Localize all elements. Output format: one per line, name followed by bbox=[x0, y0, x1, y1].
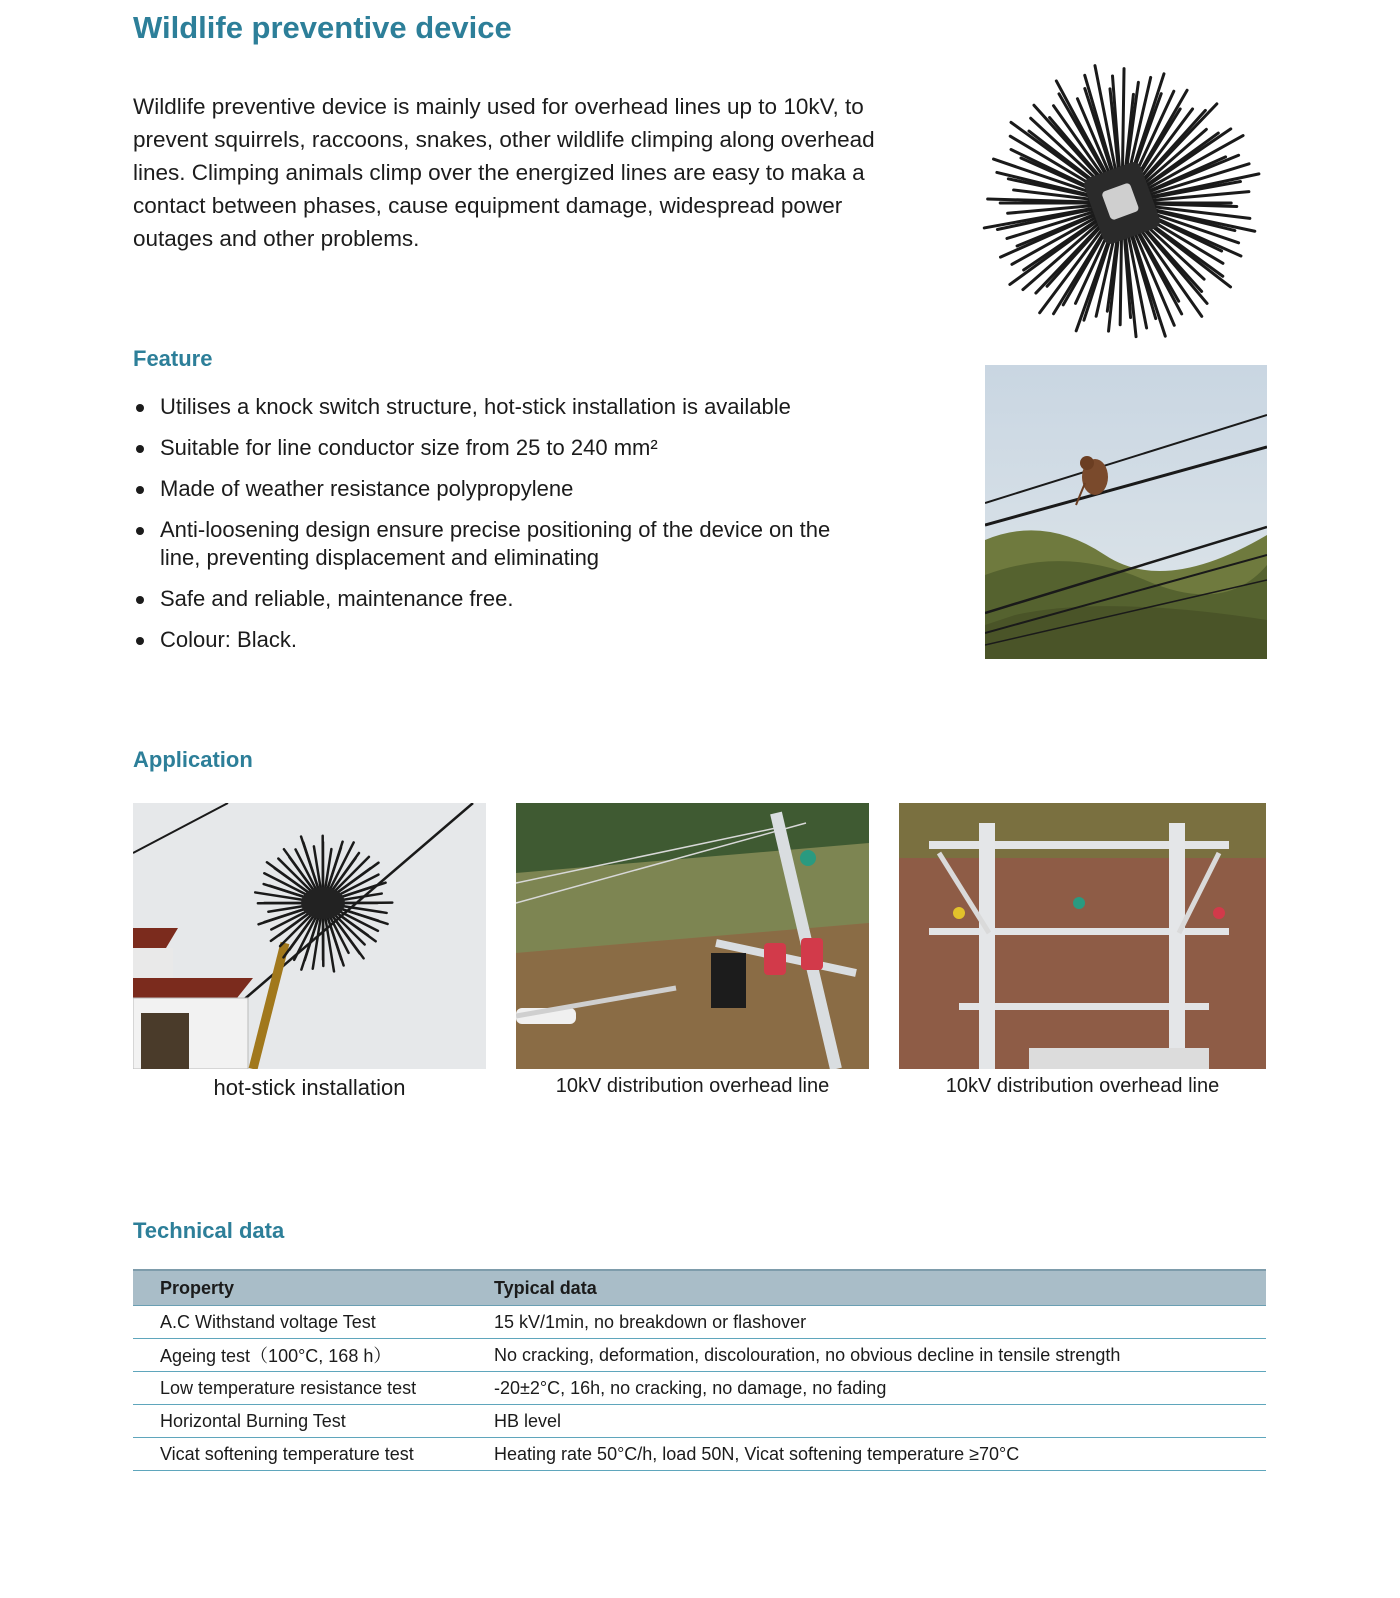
feature-heading: Feature bbox=[133, 346, 213, 371]
table-row bbox=[133, 1438, 1266, 1471]
technical-heading: Technical data bbox=[133, 1218, 285, 1243]
value-cell: No cracking, deformation, discolouration, no obvious decline in tensile strength bbox=[467, 1339, 1266, 1372]
table-row bbox=[133, 1306, 1266, 1339]
caption-3: 10kV distribution overhead line bbox=[945, 1075, 1220, 1097]
overhead-line-photo-1 bbox=[516, 803, 869, 1069]
property-cell: Vicat softening temperature test bbox=[133, 1438, 467, 1471]
value-cell: Heating rate 50°C/h, load 50N, Vicat softening temperature ≥70°C bbox=[467, 1438, 1266, 1471]
list-item: Safe and reliable, maintenance free. bbox=[133, 585, 853, 613]
list-item: Suitable for line conductor size from 25 to 240 mm² bbox=[133, 434, 853, 462]
caption-2: 10kV distribution overhead line bbox=[555, 1075, 830, 1097]
product-image bbox=[980, 60, 1265, 350]
table-row bbox=[133, 1405, 1266, 1438]
value-cell: 15 kV/1min, no breakdown or flashover bbox=[467, 1306, 1266, 1339]
application-heading: Application bbox=[133, 747, 253, 772]
property-cell: A.C Withstand voltage Test bbox=[133, 1306, 467, 1339]
table-row bbox=[133, 1372, 1266, 1405]
property-cell: Low temperature resistance test bbox=[133, 1372, 467, 1405]
list-item: Utilises a knock switch structure, hot-stick installation is available bbox=[133, 393, 853, 421]
value-cell: -20±2°C, 16h, no cracking, no damage, no fading bbox=[467, 1372, 1266, 1405]
list-item: Colour: Black. bbox=[133, 626, 853, 654]
overhead-line-photo-2 bbox=[899, 803, 1266, 1069]
caption-1: hot-stick installation bbox=[213, 1075, 406, 1100]
list-item: Made of weather resistance polypropylene bbox=[133, 475, 853, 503]
page-title: Wildlife preventive device bbox=[133, 10, 512, 45]
column-header-typical-data: Typical data bbox=[467, 1270, 1266, 1306]
intro-paragraph: Wildlife preventive device is mainly used for overhead lines up to 10kV, to prevent squirrels, raccoons, snakes, other wildlife climping along overhead lines. Climping animals climp over the energized lines are easy to maka a contact between phases, cause equipment damage, widespread power outages and other problems. bbox=[133, 94, 875, 251]
spike-ball-illustration bbox=[980, 60, 1265, 350]
property-cell: Ageing test（100°C, 168 h） bbox=[133, 1339, 467, 1372]
animal-on-line-photo bbox=[985, 365, 1267, 659]
table-header-row bbox=[133, 1270, 1266, 1306]
column-header-property: Property bbox=[133, 1270, 467, 1306]
list-item: Anti-loosening design ensure precise positioning of the device on the line, preventing displacement and eliminating bbox=[133, 516, 853, 572]
value-cell: HB level bbox=[467, 1405, 1266, 1438]
hot-stick-photo bbox=[133, 803, 486, 1069]
feature-list bbox=[133, 393, 853, 667]
table-row bbox=[133, 1339, 1266, 1372]
technical-data-table bbox=[133, 1269, 1266, 1471]
property-cell: Horizontal Burning Test bbox=[133, 1405, 467, 1438]
